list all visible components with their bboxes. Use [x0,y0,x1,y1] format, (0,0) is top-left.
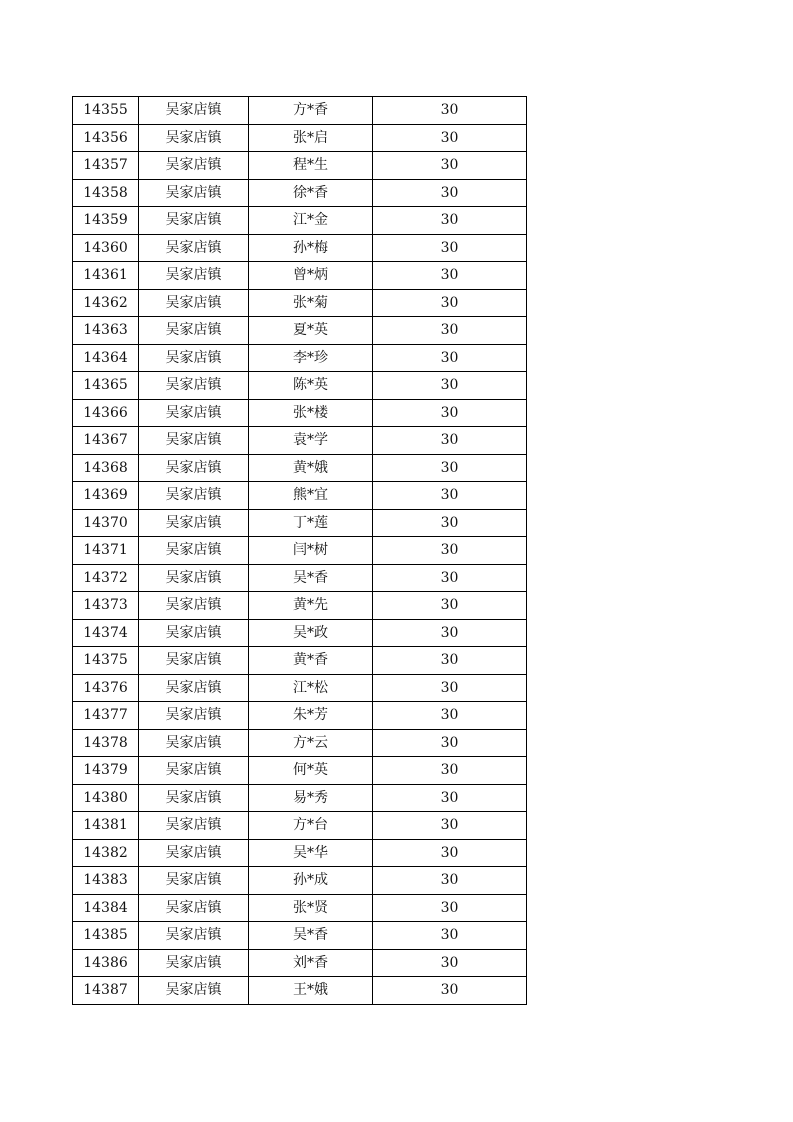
row-id-cell: 14382 [73,839,139,867]
name-cell: 程*生 [249,152,373,180]
name-cell: 何*英 [249,757,373,785]
town-cell: 吴家店镇 [139,729,249,757]
name-cell: 黄*香 [249,647,373,675]
table-row [73,729,527,757]
amount-cell: 30 [373,729,527,757]
row-id-cell: 14369 [73,482,139,510]
name-cell: 吴*香 [249,922,373,950]
row-id-cell: 14387 [73,977,139,1005]
town-cell: 吴家店镇 [139,839,249,867]
row-id-cell: 14370 [73,509,139,537]
amount-cell: 30 [373,702,527,730]
name-cell: 徐*香 [249,179,373,207]
row-id-cell: 14377 [73,702,139,730]
town-cell: 吴家店镇 [139,399,249,427]
town-cell: 吴家店镇 [139,867,249,895]
table-row [73,894,527,922]
table-row [73,207,527,235]
town-cell: 吴家店镇 [139,289,249,317]
name-cell: 张*楼 [249,399,373,427]
town-cell: 吴家店镇 [139,317,249,345]
town-cell: 吴家店镇 [139,454,249,482]
amount-cell: 30 [373,537,527,565]
table-row [73,482,527,510]
name-cell: 江*松 [249,674,373,702]
row-id-cell: 14362 [73,289,139,317]
name-cell: 王*娥 [249,977,373,1005]
table-row [73,977,527,1005]
row-id-cell: 14374 [73,619,139,647]
town-cell: 吴家店镇 [139,592,249,620]
amount-cell: 30 [373,674,527,702]
table-row [73,372,527,400]
name-cell: 吴*政 [249,619,373,647]
name-cell: 江*金 [249,207,373,235]
name-cell: 方*云 [249,729,373,757]
amount-cell: 30 [373,234,527,262]
town-cell: 吴家店镇 [139,977,249,1005]
row-id-cell: 14368 [73,454,139,482]
town-cell: 吴家店镇 [139,674,249,702]
table-row [73,344,527,372]
table-row [73,564,527,592]
table-row [73,124,527,152]
amount-cell: 30 [373,97,527,125]
row-id-cell: 14375 [73,647,139,675]
town-cell: 吴家店镇 [139,757,249,785]
town-cell: 吴家店镇 [139,179,249,207]
row-id-cell: 14367 [73,427,139,455]
table-row [73,949,527,977]
name-cell: 夏*英 [249,317,373,345]
row-id-cell: 14360 [73,234,139,262]
table-row [73,427,527,455]
row-id-cell: 14380 [73,784,139,812]
amount-cell: 30 [373,592,527,620]
row-id-cell: 14386 [73,949,139,977]
town-cell: 吴家店镇 [139,124,249,152]
row-id-cell: 14373 [73,592,139,620]
name-cell: 吴*香 [249,564,373,592]
table-row [73,289,527,317]
table-row [73,97,527,125]
amount-cell: 30 [373,564,527,592]
name-cell: 袁*学 [249,427,373,455]
amount-cell: 30 [373,784,527,812]
town-cell: 吴家店镇 [139,482,249,510]
row-id-cell: 14361 [73,262,139,290]
amount-cell: 30 [373,949,527,977]
amount-cell: 30 [373,977,527,1005]
town-cell: 吴家店镇 [139,262,249,290]
amount-cell: 30 [373,894,527,922]
amount-cell: 30 [373,757,527,785]
table-row [73,509,527,537]
amount-cell: 30 [373,839,527,867]
table-row [73,619,527,647]
amount-cell: 30 [373,262,527,290]
roster-table [72,96,527,1005]
name-cell: 方*台 [249,812,373,840]
amount-cell: 30 [373,812,527,840]
town-cell: 吴家店镇 [139,812,249,840]
table-row [73,179,527,207]
table-row [73,867,527,895]
row-id-cell: 14376 [73,674,139,702]
amount-cell: 30 [373,454,527,482]
name-cell: 黄*娥 [249,454,373,482]
amount-cell: 30 [373,372,527,400]
row-id-cell: 14358 [73,179,139,207]
row-id-cell: 14366 [73,399,139,427]
row-id-cell: 14364 [73,344,139,372]
town-cell: 吴家店镇 [139,922,249,950]
row-id-cell: 14378 [73,729,139,757]
row-id-cell: 14359 [73,207,139,235]
amount-cell: 30 [373,482,527,510]
table-row [73,317,527,345]
name-cell: 陈*英 [249,372,373,400]
table-row [73,152,527,180]
amount-cell: 30 [373,317,527,345]
table-row [73,647,527,675]
name-cell: 闫*树 [249,537,373,565]
row-id-cell: 14357 [73,152,139,180]
name-cell: 黄*先 [249,592,373,620]
amount-cell: 30 [373,207,527,235]
name-cell: 朱*芳 [249,702,373,730]
row-id-cell: 14355 [73,97,139,125]
row-id-cell: 14372 [73,564,139,592]
amount-cell: 30 [373,179,527,207]
row-id-cell: 14371 [73,537,139,565]
name-cell: 吴*华 [249,839,373,867]
amount-cell: 30 [373,344,527,372]
town-cell: 吴家店镇 [139,894,249,922]
row-id-cell: 14384 [73,894,139,922]
amount-cell: 30 [373,922,527,950]
table-row [73,592,527,620]
table-row [73,399,527,427]
town-cell: 吴家店镇 [139,372,249,400]
table-row [73,262,527,290]
town-cell: 吴家店镇 [139,702,249,730]
town-cell: 吴家店镇 [139,152,249,180]
amount-cell: 30 [373,124,527,152]
table-row [73,454,527,482]
row-id-cell: 14365 [73,372,139,400]
name-cell: 孙*梅 [249,234,373,262]
town-cell: 吴家店镇 [139,784,249,812]
roster-table-body [73,97,527,1005]
table-row [73,674,527,702]
town-cell: 吴家店镇 [139,647,249,675]
table-row [73,537,527,565]
table-row [73,234,527,262]
row-id-cell: 14379 [73,757,139,785]
amount-cell: 30 [373,399,527,427]
name-cell: 张*菊 [249,289,373,317]
town-cell: 吴家店镇 [139,344,249,372]
town-cell: 吴家店镇 [139,97,249,125]
table-row [73,812,527,840]
name-cell: 方*香 [249,97,373,125]
town-cell: 吴家店镇 [139,509,249,537]
table-row [73,784,527,812]
table-row [73,839,527,867]
table-row [73,922,527,950]
town-cell: 吴家店镇 [139,564,249,592]
town-cell: 吴家店镇 [139,537,249,565]
town-cell: 吴家店镇 [139,949,249,977]
table-row [73,702,527,730]
name-cell: 易*秀 [249,784,373,812]
amount-cell: 30 [373,647,527,675]
amount-cell: 30 [373,509,527,537]
name-cell: 张*贤 [249,894,373,922]
row-id-cell: 14381 [73,812,139,840]
name-cell: 熊*宜 [249,482,373,510]
table-row [73,757,527,785]
amount-cell: 30 [373,867,527,895]
town-cell: 吴家店镇 [139,427,249,455]
name-cell: 孙*成 [249,867,373,895]
town-cell: 吴家店镇 [139,619,249,647]
amount-cell: 30 [373,289,527,317]
amount-cell: 30 [373,427,527,455]
name-cell: 曾*炳 [249,262,373,290]
row-id-cell: 14356 [73,124,139,152]
amount-cell: 30 [373,619,527,647]
row-id-cell: 14385 [73,922,139,950]
amount-cell: 30 [373,152,527,180]
name-cell: 李*珍 [249,344,373,372]
name-cell: 张*启 [249,124,373,152]
name-cell: 丁*莲 [249,509,373,537]
row-id-cell: 14383 [73,867,139,895]
row-id-cell: 14363 [73,317,139,345]
town-cell: 吴家店镇 [139,234,249,262]
name-cell: 刘*香 [249,949,373,977]
town-cell: 吴家店镇 [139,207,249,235]
